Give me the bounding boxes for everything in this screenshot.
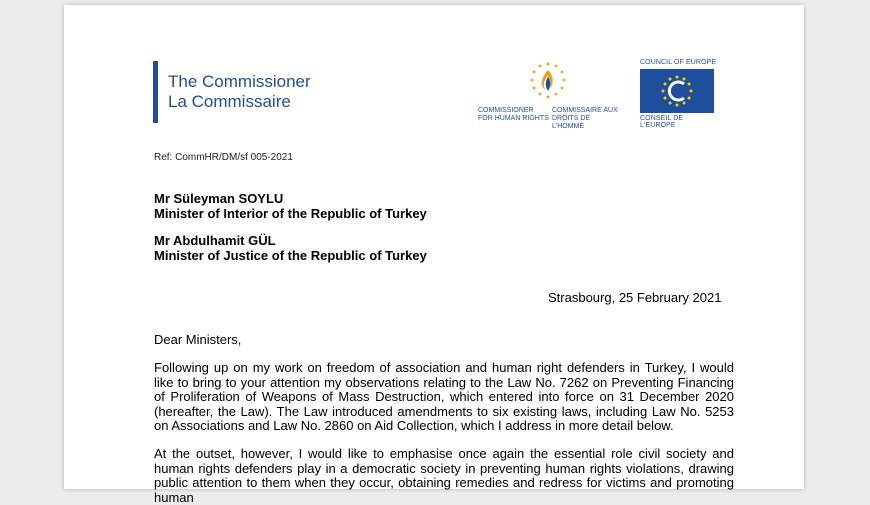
recipient-1-name: Mr Süleyman SOYLU xyxy=(154,191,284,206)
flame-emblem-icon xyxy=(528,61,568,103)
commissioner-header xyxy=(153,61,311,123)
recipient-1-title: Minister of Interior of the Republic of Turkey xyxy=(154,206,427,221)
recipient-2-name: Mr Abdulhamit GÜL xyxy=(154,233,276,248)
letter-page xyxy=(64,5,804,505)
chr-text-en: COMMISSIONER FOR HUMAN RIGHTS xyxy=(478,107,549,122)
paragraph-2: At the outset, however, I would like to emphasise once again the essential role civil society and human rights defenders play in a democratic society in preventing human rights violations, drawing public attention to them when they occur, obtaining remedies and redress for victims and promoting human xyxy=(154,446,734,505)
commissioner-fr: La Commissaire xyxy=(168,92,291,111)
coe-name-en: COUNCIL OF EUROPE xyxy=(640,59,717,66)
recipient-2-title: Minister of Justice of the Republic of Turkey xyxy=(154,248,427,263)
paragraph-1: Following up on my work on freedom of association and human right defenders in Turkey, I would like to bring to your attention my observations relating to the Law No. 7262 on Preventing Financing of Proliferation of Weapons of Mass Destruction, which entered into force on 31 December 2020 (hereafter, the Law). The Law introduced amendments to six existing laws, including Law No. 5253 on Associations and Law No. 2860 on Aid Collection, which I address in more detail below. xyxy=(154,360,734,433)
coe-name-fr: CONSEIL DE L'EUROPE xyxy=(640,115,684,129)
salutation: Dear Ministers, xyxy=(154,332,242,347)
commissioner-human-rights-logo xyxy=(478,61,620,130)
commissioner-en: The Commissioner xyxy=(168,72,311,91)
council-of-europe-logo xyxy=(638,59,718,127)
reference-line: Ref: CommHR/DM/sf 005-2021 xyxy=(154,152,293,163)
letter-date: Strasbourg, 25 February 2021 xyxy=(548,290,722,305)
coe-stars-emblem-icon xyxy=(640,69,714,113)
coe-emblem-box xyxy=(640,69,714,113)
chr-text-fr: COMMISSAIRE AUX DROITS DE L'HOMME xyxy=(552,107,618,130)
